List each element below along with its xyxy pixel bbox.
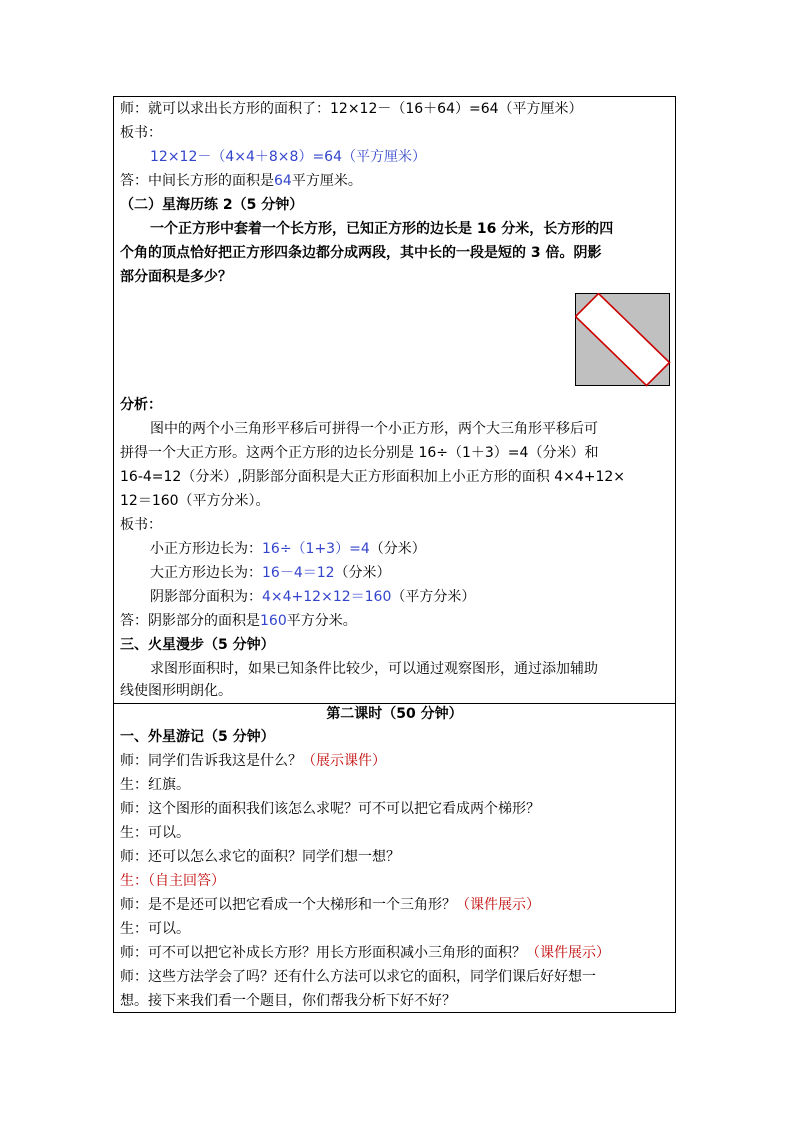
problem-line-2: 个角的顶点恰好把正方形四条边都分成两段，其中长的一段是短的 3 倍。阴影 [120,245,602,261]
dialogue-note: （展示课件） [302,753,386,769]
dialogue-line [120,943,610,963]
board-row-3 [150,587,475,607]
board-row-expr: 16－4＝12 [262,565,335,581]
answer-suffix: 平方厘米。 [291,173,362,189]
board-row-2 [150,563,391,583]
board-row-unit: （平方分米） [391,589,476,605]
dialogue-line [120,871,225,891]
dialogue-line: 师：这个图形的面积我们该怎么求呢？可不可以把它看成两个梯形？ [120,801,540,817]
part1-title: 一、外星游记（5 分钟） [120,729,275,745]
dialogue-text: 生： [120,873,148,889]
lesson-table [113,96,676,1013]
dialogue-line: 想。接下来我们看一个题目，你们帮我分析下好不好？ [120,993,456,1009]
dialogue-line: 生：可以。 [120,921,190,937]
dialogue-line [120,895,540,915]
board-label-2: 板书： [120,517,162,533]
answer-prefix: 答：阴影部分的面积是 [120,613,260,629]
analysis-line-3: 16-4=12（分米）,阴影部分面积是大正方形面积加上小正方形的面积 4×4+12× [120,469,626,485]
dialogue-note: （课件展示） [526,945,610,961]
analysis-label: 分析： [120,397,162,413]
part3-line-1: 求图形面积时，如果已知条件比较少，可以通过观察图形，通过添加辅助 [150,661,598,677]
analysis-line-4: 12＝160（平方分米）。 [120,493,270,509]
square-rectangle-diagram [575,293,671,387]
part3-title: 三、火星漫步（5 分钟） [120,637,275,653]
dialogue-line: 生：可以。 [120,825,190,841]
board-row-expr: 4×4+12×12＝160 [262,589,392,605]
dialogue-text: 师：同学们告诉我这是什么？ [120,753,302,769]
board-row-unit: （分米） [369,541,426,557]
board-expression: 12×12－（4×4＋8×8）=64（平方厘米） [150,149,426,165]
dialogue-note: （课件展示） [456,897,540,913]
board-row-unit: （分米） [334,565,391,581]
board-row-label: 阴影部分面积为： [150,589,262,605]
board-label: 板书： [120,125,162,141]
dialogue-text: 师：可不可以把它补成长方形？用长方形面积减小三角形的面积？ [120,945,526,961]
problem-line-3: 部分面积是多少？ [120,269,232,285]
problem-line-1: 一个正方形中套着一个长方形，已知正方形的边长是 16 分米，长方形的四 [150,221,614,237]
answer-suffix: 平方分米。 [286,613,357,629]
lesson-cell-part2 [114,703,675,1012]
dialogue-text: 师：是不是还可以把它看成一个大梯形和一个三角形？ [120,897,456,913]
lesson-cell-part1 [114,97,675,704]
board-row-expr: 16÷（1+3）=4 [262,541,370,557]
exercise-title: （二）星海历练 2（5 分钟） [120,197,304,213]
dialogue-line: 生：红旗。 [120,777,190,793]
answer-prefix: 答：中间长方形的面积是 [120,173,274,189]
dialogue-line: 师：这些方法学会了吗？还有什么方法可以求它的面积，同学们课后好好想一 [120,969,596,985]
teacher-line-area: 师：就可以求出长方形的面积了：12×12－（16＋64）=64（平方厘米） [120,101,583,117]
answer-value: 160 [260,613,287,629]
answer-line-2 [120,611,357,631]
board-row-label: 大正方形边长为： [150,565,262,581]
dialogue-note: （自主回答） [148,873,225,889]
answer-line-1 [120,171,362,191]
part3-line-2: 线使图形明朗化。 [120,683,232,699]
analysis-line-2: 拼得一个大正方形。这两个正方形的边长分别是 16÷（1＋3）=4（分米）和 [120,445,599,461]
dialogue-line [120,751,386,771]
board-row-1 [150,539,426,559]
section-title: 第二课时（50 分钟） [326,706,463,722]
answer-value: 64 [274,173,292,189]
dialogue-line: 师：还可以怎么求它的面积？同学们想一想？ [120,849,400,865]
analysis-line-1: 图中的两个小三角形平移后可拼得一个小正方形，两个大三角形平移后可 [150,421,598,437]
board-row-label: 小正方形边长为： [150,541,262,557]
